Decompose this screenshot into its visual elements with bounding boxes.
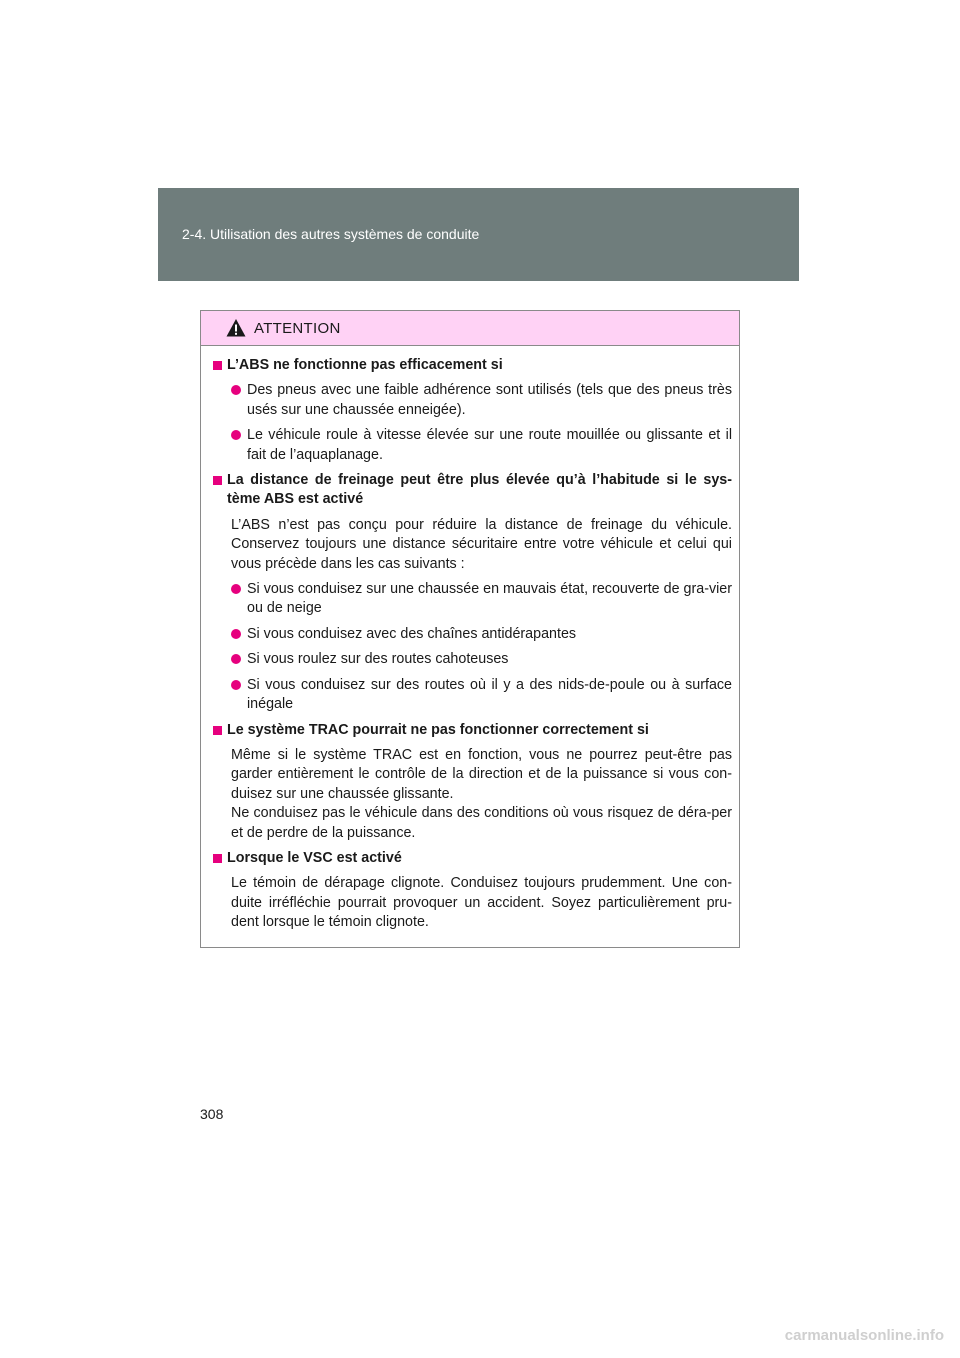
list-item: Si vous conduisez sur une chaussée en mauvais état, recouverte de gra-vier ou de neige bbox=[231, 580, 732, 619]
section-title: Lorsque le VSC est activé bbox=[213, 849, 732, 868]
round-bullet-icon bbox=[231, 385, 241, 395]
warning-body bbox=[201, 346, 739, 933]
watermark: carmanualsonline.info bbox=[784, 1327, 944, 1344]
round-bullet-icon bbox=[231, 584, 241, 594]
paragraph: L’ABS n’est pas conçu pour réduire la distance de freinage du véhicule. Conservez toujours une distance sécuritaire entre votre véhicule et celui qui vous précède dans les cas suivants : bbox=[231, 516, 732, 572]
list-item: Des pneus avec une faible adhérence sont utilisés (tels que des pneus très usés sur une chaussée enneigée). bbox=[231, 381, 732, 420]
section-title: Le système TRAC pourrait ne pas fonctionner correctement si bbox=[213, 721, 732, 740]
section-title: L’ABS ne fonctionne pas efficacement si bbox=[213, 356, 732, 375]
chapter-title: 2-4. Utilisation des autres systèmes de conduite bbox=[182, 226, 480, 242]
square-bullet-icon bbox=[213, 361, 222, 370]
square-bullet-icon bbox=[213, 854, 222, 863]
square-bullet-icon bbox=[213, 726, 222, 735]
list-item: Si vous conduisez avec des chaînes antidérapantes bbox=[231, 625, 732, 644]
paragraph: Ne conduisez pas le véhicule dans des conditions où vous risquez de déra-per et de perdre de la puissance. bbox=[231, 805, 732, 841]
round-bullet-icon bbox=[231, 654, 241, 664]
chapter-header-band bbox=[158, 188, 799, 281]
warning-box bbox=[200, 310, 740, 948]
warning-label: ATTENTION bbox=[254, 319, 341, 337]
paragraph: Le témoin de dérapage clignote. Conduisez toujours prudemment. Une con-duite irréfléchie pourrait provoquer un accident. Soyez particulièrement pru-dent lorsque le témoin clignote. bbox=[231, 875, 732, 931]
section-title: La distance de freinage peut être plus élevée qu’à l’habitude si le sys-tème ABS est activé bbox=[213, 471, 732, 510]
list-item: Si vous conduisez sur des routes où il y a des nids-de-poule ou à surface inégale bbox=[231, 676, 732, 715]
round-bullet-icon bbox=[231, 680, 241, 690]
list-item: Le véhicule roule à vitesse élevée sur une route mouillée ou glissante et il fait de l’aquaplanage. bbox=[231, 426, 732, 465]
warning-triangle-icon bbox=[226, 318, 246, 338]
page-number: 308 bbox=[200, 1106, 224, 1122]
square-bullet-icon bbox=[213, 476, 222, 485]
warning-header bbox=[201, 311, 739, 346]
paragraph: Même si le système TRAC est en fonction, vous ne pourrez peut-être pas garder entièrement le contrôle de la direction et de la puissance si vous con-duisez sur une chaussée glissante. bbox=[231, 746, 732, 802]
round-bullet-icon bbox=[231, 430, 241, 440]
round-bullet-icon bbox=[231, 629, 241, 639]
list-item: Si vous roulez sur des routes cahoteuses bbox=[231, 650, 732, 669]
